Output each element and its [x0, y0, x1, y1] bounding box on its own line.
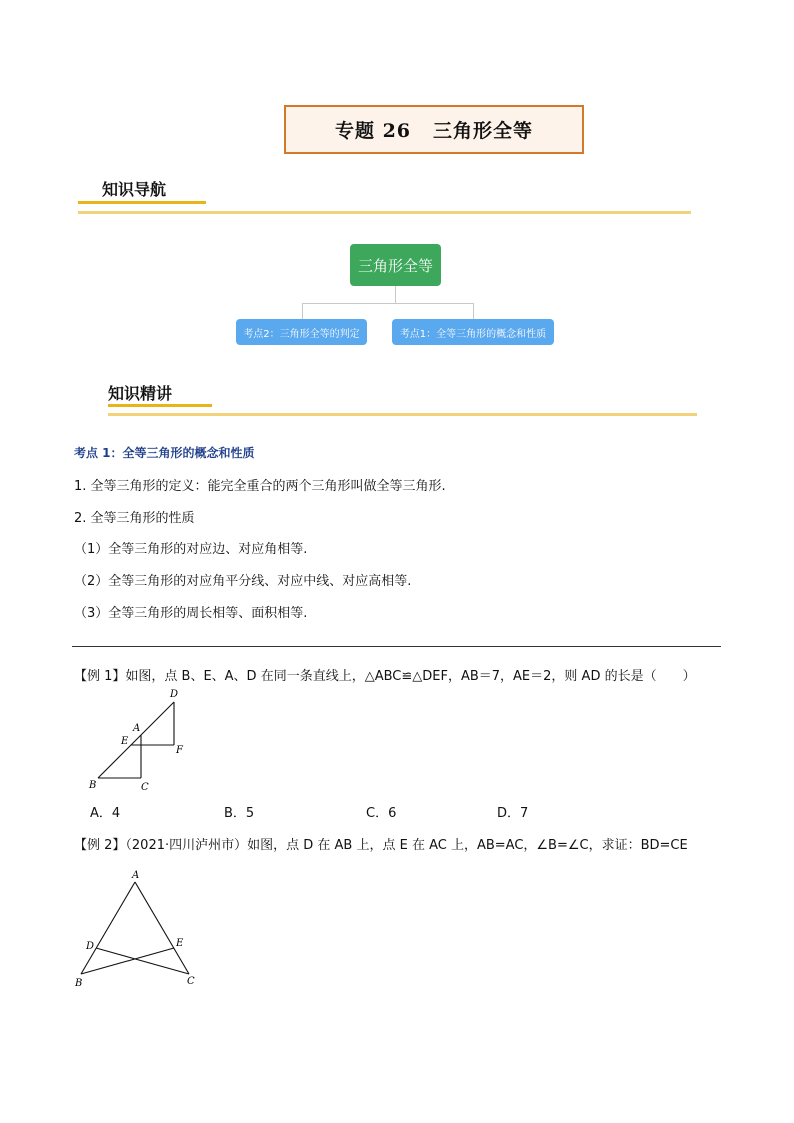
option-a: A．4 — [90, 806, 121, 821]
title-main: 三角形全等 — [433, 120, 534, 142]
kp1-line1: 1. 全等三角形的定义：能完全重合的两个三角形叫做全等三角形. — [74, 479, 446, 494]
mindmap-child-left: 考点2：三角形全等的判定 — [236, 319, 367, 345]
mindmap-root: 三角形全等 — [350, 244, 441, 286]
example2-text: 【例 2】（2021·四川泸州市）如图，点 D 在 AB 上，点 E 在 AC 上，AB=AC，∠B=∠C，求证：BD=CE — [74, 838, 688, 853]
kp1-line4: （2）全等三角形的对应角平分线、对应中线、对应高相等. — [74, 574, 412, 589]
section-underline-long-lecture — [108, 413, 697, 416]
option-b: B．5 — [224, 806, 255, 821]
kp1-line3: （1）全等三角形的对应边、对应角相等. — [74, 542, 308, 557]
kp1-title: 考点 1：全等三角形的概念和性质 — [74, 446, 255, 460]
page-title — [335, 116, 533, 143]
fig2-line-be — [81, 948, 174, 974]
fig2-line-ab — [81, 882, 135, 974]
fig2-label-d: D — [86, 941, 95, 952]
fig2-label-e: E — [176, 938, 184, 949]
fig1-label-b: B — [89, 780, 97, 791]
fig2-line-ac — [135, 882, 189, 974]
example1-figure — [86, 684, 198, 796]
fig1-label-e: E — [121, 736, 129, 747]
section-heading-nav: 知识导航 — [102, 180, 167, 199]
fig2-label-b: B — [75, 978, 83, 989]
kp1-line2: 2. 全等三角形的性质 — [74, 511, 195, 526]
example1-text: 【例 1】如图，点 B、E、A、D 在同一条直线上，△ABC≌△DEF，AB＝7，AE＝2，则 AD 的长是（ ） — [74, 669, 696, 684]
section-heading-lecture: 知识精讲 — [108, 384, 173, 403]
mindmap-connector-bar — [302, 303, 474, 304]
mindmap-child-right: 考点1：全等三角形的概念和性质 — [392, 319, 554, 345]
mindmap-connector-right — [473, 303, 474, 319]
fig1-label-d: D — [170, 689, 179, 700]
divider — [72, 646, 721, 647]
fig2-line-cd — [96, 948, 189, 974]
fig1-label-f: F — [176, 745, 183, 756]
example2-figure — [70, 866, 210, 994]
mindmap-connector-stem — [395, 286, 396, 303]
option-c: C．6 — [366, 806, 397, 821]
kp1-line5: （3）全等三角形的周长相等、面积相等. — [74, 606, 308, 621]
fig2-label-c: C — [187, 976, 195, 987]
section-underline-short-lecture — [108, 404, 212, 407]
section-underline-long-nav — [78, 211, 691, 214]
section-underline-short-nav — [78, 201, 206, 204]
title-box — [284, 105, 584, 154]
title-prefix: 专题 26 — [334, 120, 412, 142]
fig1-line-bd — [98, 702, 174, 778]
fig1-label-c: C — [141, 782, 149, 793]
option-d: D．7 — [497, 806, 529, 821]
mindmap-connector-left — [302, 303, 303, 319]
fig2-label-a: A — [132, 870, 140, 881]
fig1-label-a: A — [133, 723, 141, 734]
